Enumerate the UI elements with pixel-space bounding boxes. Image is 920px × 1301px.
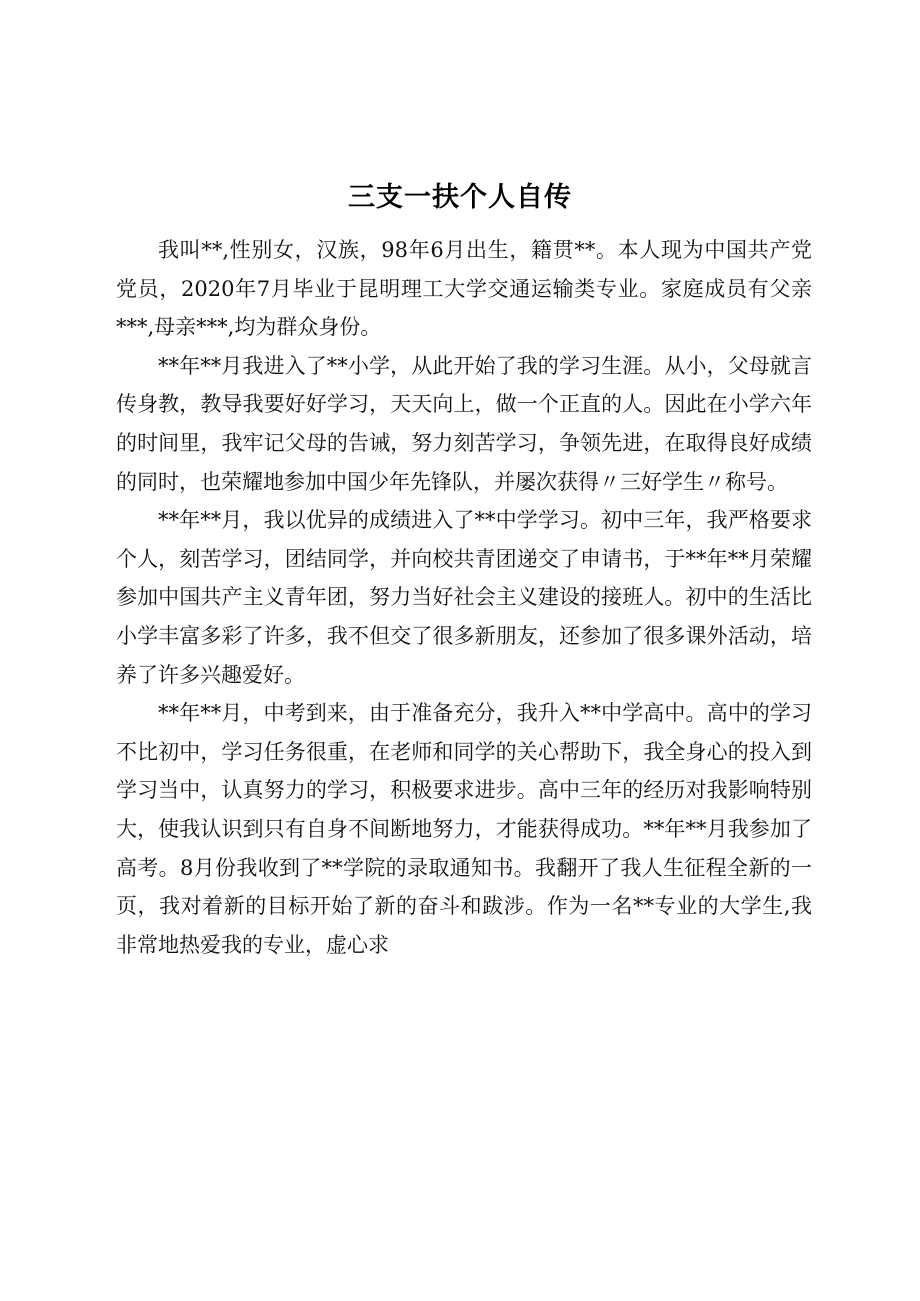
paragraph-high-school: **年**月，中考到来，由于准备充分，我升入**中学高中。高中的学习不比初中，学习任务很重，在老师和同学的关心帮助下，我全身心的投入到学习当中，认真努力的学习，积极要求进步。高中三年的经历对我影响特别大，使我认识到只有自身不间断地努力，才能获得成功。**年**月我参加了高考。8月份我收到了**学院的录取通知书。我翻开了我人生征程全新的一页，我对着新的目标开始了新的奋斗和跋涉。作为一名**专业的大学生,我非常地热爱我的专业，虚心求 bbox=[116, 701, 812, 957]
paragraph-personal-info: 我叫**,性别女，汉族，98年6月出生，籍贯**。本人现为中国共产党党员，2020年7月毕业于昆明理工大学交通运输类专业。家庭成员有父亲***,母亲***,均为群众身份。 bbox=[116, 238, 812, 340]
document-body bbox=[116, 231, 812, 964]
paragraph-middle-school: **年**月，我以优异的成绩进入了**中学学习。初中三年，我严格要求个人，刻苦学习，团结同学，并向校共青团递交了申请书，于**年**月荣耀参加中国共产主义青年团，努力当好社会主义建设的接班人。初中的生活比小学丰富多彩了许多，我不但交了很多新朋友，还参加了很多课外活动，培养了许多兴趣爱好。 bbox=[116, 508, 812, 687]
document-title: 三支一扶个人自传 bbox=[348, 182, 572, 213]
paragraph-primary-school: **年**月我进入了**小学，从此开始了我的学习生涯。从小，父母就言传身教，教导我要好好学习，天天向上，做一个正直的人。因此在小学六年的时间里，我牢记父母的告诫，努力刻苦学习，争领先进，在取得良好成绩的同时，也荣耀地参加中国少年先锋队，并屡次获得〃三好学生〃称号。 bbox=[116, 353, 812, 494]
